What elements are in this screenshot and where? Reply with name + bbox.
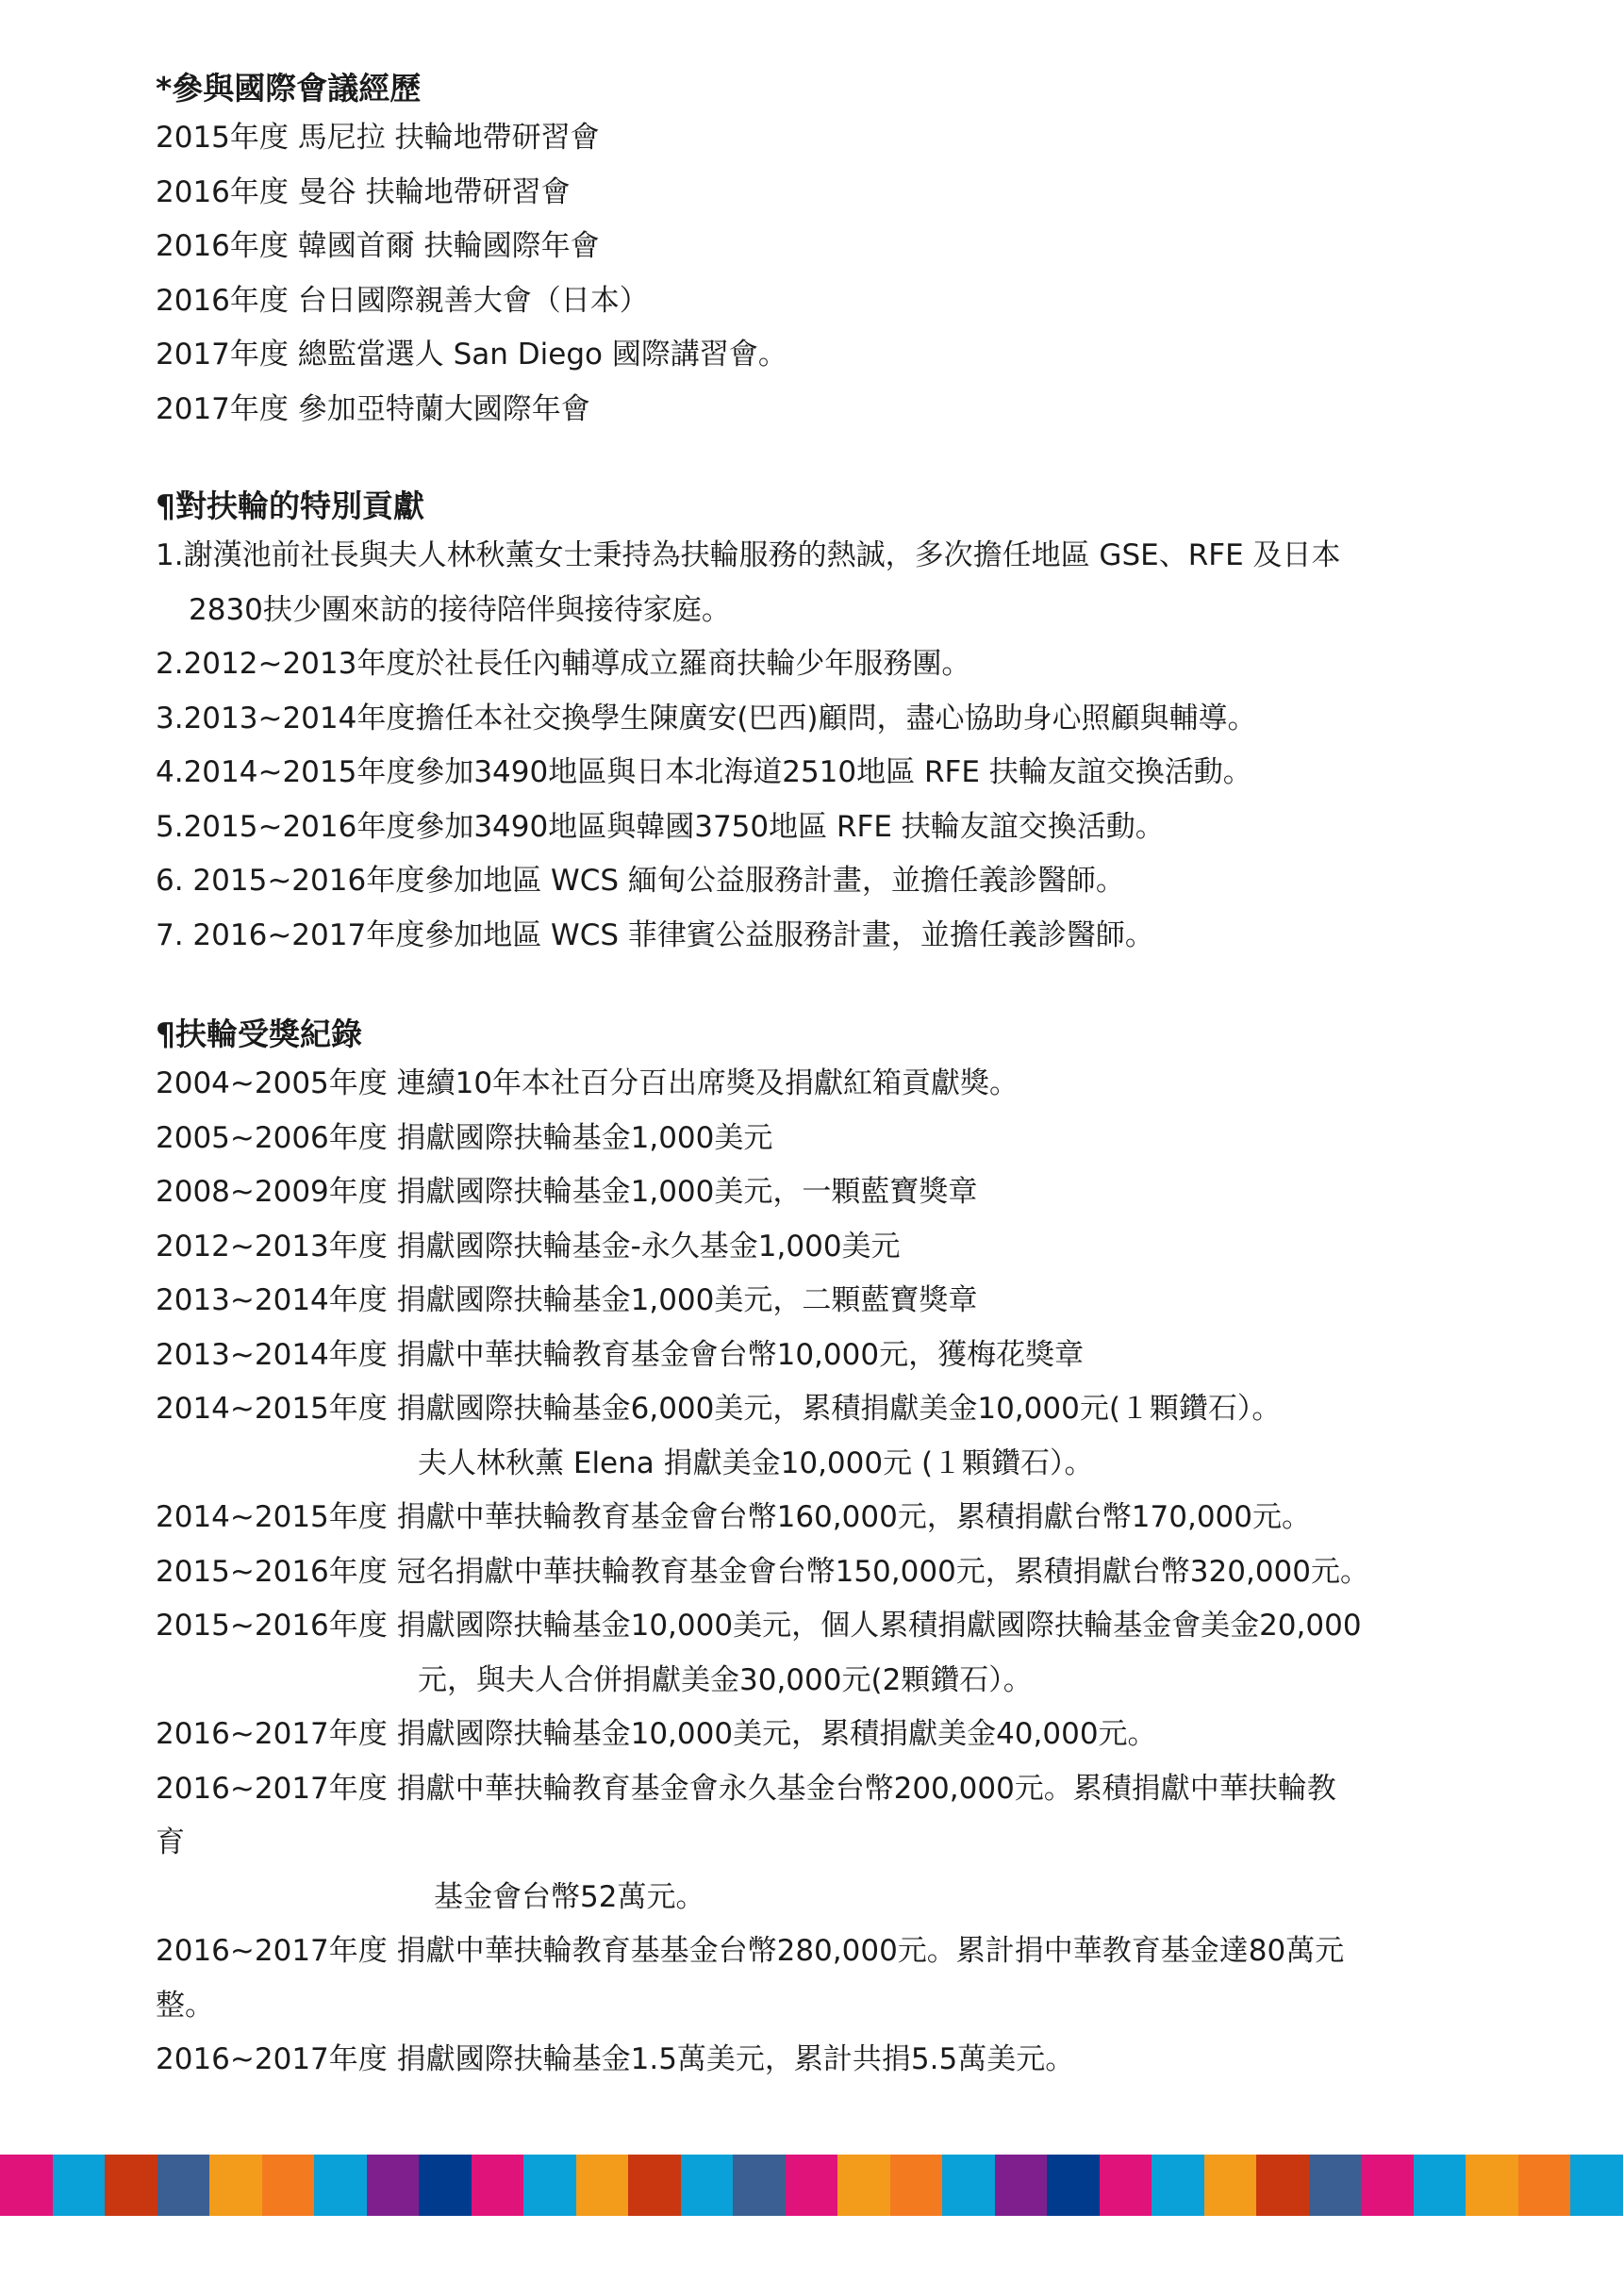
footer-color-stripe <box>0 2155 1624 2216</box>
footer-stripe-block <box>314 2155 367 2216</box>
footer-stripe-block <box>262 2155 315 2216</box>
footer-stripe-block <box>995 2155 1048 2216</box>
meetings-line: 2017年度 參加亞特蘭大國際年會 <box>156 391 590 426</box>
awards-line: 2016~2017年度 捐獻中華扶輪教育基金會永久基金台幣200,000元。累積捐獻中華扶輪教 <box>156 1771 1336 1806</box>
footer-stripe-block <box>1047 2155 1100 2216</box>
footer-stripe-block <box>628 2155 681 2216</box>
document-page <box>156 66 1495 2088</box>
footer-stripe-block <box>681 2155 734 2216</box>
footer-stripe-block <box>786 2155 838 2216</box>
awards-line: 2015~2016年度 捐獻國際扶輪基金10,000美元，個人累積捐獻國際扶輪基金會美金20,000 <box>156 1609 1362 1643</box>
awards-line: 元，與夫人合併捐獻美金30,000元(2顆鑽石）。 <box>418 1662 1033 1697</box>
awards-line: 夫人林秋薰 Elena 捐獻美金10,000元 (１顆鑽石）。 <box>418 1445 1094 1480</box>
contributions-heading: ¶對扶輪的特別貢獻 <box>156 487 424 524</box>
footer-stripe-block <box>1414 2155 1467 2216</box>
footer-stripe-block <box>733 2155 786 2216</box>
contributions-line: 2.2012~2013年度於社長任內輔導成立羅商扶輪少年服務團。 <box>156 647 971 681</box>
footer-stripe-block <box>367 2155 420 2216</box>
awards-line: 2013~2014年度 捐獻國際扶輪基金1,000美元，二顆藍寶獎章 <box>156 1283 978 1317</box>
awards-line: 2004~2005年度 連續10年本社百分百出席獎及捐獻紅箱貢獻獎。 <box>156 1066 1019 1100</box>
contributions-line: 4.2014~2015年度參加3490地區與日本北海道2510地區 RFE 扶輪友誼交換活動。 <box>156 755 1252 789</box>
awards-section <box>156 1012 1495 2088</box>
footer-stripe-block <box>523 2155 576 2216</box>
awards-heading: ¶扶輪受獎紀錄 <box>156 1016 362 1052</box>
meetings-line: 2016年度 韓國首爾 扶輪國際年會 <box>156 229 600 263</box>
awards-line: 育 <box>156 1825 185 1859</box>
awards-line: 2015~2016年度 冠名捐獻中華扶輪教育基金會台幣150,000元，累積捐獻台幣320,000元。 <box>156 1554 1369 1589</box>
footer-stripe-block <box>157 2155 210 2216</box>
footer-stripe-block <box>419 2155 472 2216</box>
footer-stripe-block <box>1570 2155 1623 2216</box>
contributions-section <box>156 484 1495 963</box>
footer-stripe-block <box>1152 2155 1204 2216</box>
meetings-line: 2016年度 台日國際親善大會（日本） <box>156 283 649 318</box>
awards-line: 2005~2006年度 捐獻國際扶輪基金1,000美元 <box>156 1120 773 1155</box>
contributions-line: 6. 2015~2016年度參加地區 WCS 緬甸公益服務計畫，並擔任義診醫師。 <box>156 864 1125 898</box>
footer-stripe-block <box>837 2155 890 2216</box>
footer-stripe-block <box>0 2155 53 2216</box>
contributions-line: 5.2015~2016年度參加3490地區與韓國3750地區 RFE 扶輪友誼交換活動。 <box>156 809 1165 844</box>
awards-line: 基金會台幣52萬元。 <box>434 1879 705 1914</box>
footer-stripe-block <box>942 2155 995 2216</box>
contributions-line: 2830扶少團來訪的接待陪伴與接待家庭。 <box>189 592 731 627</box>
contributions-line: 1.謝漢池前社長與夫人林秋薰女士秉持為扶輪服務的熱誠，多次擔任地區 GSE、RFE 及日本 <box>156 538 1341 572</box>
awards-line: 2016~2017年度 捐獻國際扶輪基金10,000美元，累積捐獻美金40,000元。 <box>156 1717 1157 1751</box>
footer-stripe-block <box>576 2155 629 2216</box>
awards-line: 2014~2015年度 捐獻中華扶輪教育基金會台幣160,000元，累積捐獻台幣170,000元。 <box>156 1500 1311 1534</box>
contributions-line: 7. 2016~2017年度參加地區 WCS 菲律賓公益服務計畫，並擔任義診醫師。 <box>156 917 1154 952</box>
footer-stripe-block <box>1309 2155 1362 2216</box>
meetings-line: 2015年度 馬尼拉 扶輪地帶研習會 <box>156 121 600 155</box>
footer-stripe-block <box>890 2155 943 2216</box>
awards-line: 2013~2014年度 捐獻中華扶輪教育基金會台幣10,000元，獲梅花獎章 <box>156 1337 1085 1372</box>
footer-stripe-block <box>1466 2155 1518 2216</box>
footer-stripe-block <box>1100 2155 1152 2216</box>
footer-stripe-block <box>53 2155 106 2216</box>
meetings-line: 2017年度 總監當選人 San Diego 國際講習會。 <box>156 338 787 372</box>
awards-line: 2012~2013年度 捐獻國際扶輪基金-永久基金1,000美元 <box>156 1229 901 1264</box>
footer-stripe-block <box>472 2155 524 2216</box>
awards-line: 2008~2009年度 捐獻國際扶輪基金1,000美元，一顆藍寶獎章 <box>156 1175 978 1209</box>
awards-line: 整。 <box>156 1988 214 2023</box>
meetings-heading: *參與國際會議經歷 <box>156 70 422 107</box>
contributions-line: 3.2013~2014年度擔任本社交換學生陳廣安(巴西)顧問，盡心協助身心照顧與輔導。 <box>156 701 1257 735</box>
awards-line: 2014~2015年度 捐獻國際扶輪基金6,000美元，累積捐獻美金10,000元(１顆鑽石）。 <box>156 1392 1282 1426</box>
footer-stripe-block <box>1518 2155 1571 2216</box>
footer-stripe-block <box>209 2155 262 2216</box>
footer-stripe-block <box>1361 2155 1414 2216</box>
awards-line: 2016~2017年度 捐獻國際扶輪基金1.5萬美元，累計共捐5.5萬美元。 <box>156 2042 1075 2076</box>
awards-line: 2016~2017年度 捐獻中華扶輪教育基基金台幣280,000元。累計捐中華教育基金達80萬元 <box>156 1934 1345 1968</box>
footer-stripe-block <box>1256 2155 1309 2216</box>
footer-stripe-block <box>105 2155 157 2216</box>
meetings-section <box>156 66 1495 437</box>
footer-stripe-block <box>1204 2155 1257 2216</box>
meetings-line: 2016年度 曼谷 扶輪地帶研習會 <box>156 174 571 209</box>
